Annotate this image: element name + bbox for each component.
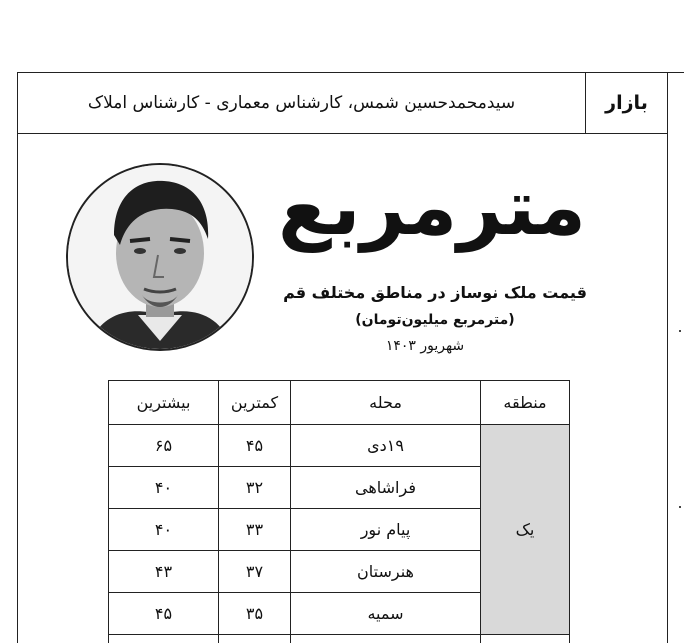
edge-mark [679,506,681,508]
min-price-cell: ۴۵ [219,425,291,467]
article-subtitle: قیمت ملک نوساز در مناطق مختلف قم [283,283,587,302]
neighborhood-cell: ۱۹دی [291,425,481,467]
edge-mark [679,330,681,332]
max-price-cell: ۴۳ [109,551,219,593]
max-price-cell: ۴۰ [109,467,219,509]
max-price-cell: ۶۵ [109,425,219,467]
price-table [108,380,570,643]
header-neighborhood: محله [291,381,481,425]
min-price-cell: ۳۲ [219,467,291,509]
max-price-cell: ۴۵ [109,593,219,635]
min-price-cell: ۳۷ [219,551,291,593]
frame-left-border [17,72,18,643]
min-price-cell: ۳۳ [219,509,291,551]
table-row [109,425,570,467]
max-price-cell: ۴۰ [109,509,219,551]
neighborhood-cell: سمیه [291,593,481,635]
neighborhood-cell: هنرستان [291,551,481,593]
column-masthead: مترمربع [277,163,587,253]
author-portrait [66,163,254,351]
min-price-cell: ۳۵ [219,593,291,635]
table-row-cut-off [109,635,570,643]
section-label: بازار [605,92,648,114]
region-cell: یک [481,425,570,635]
neighborhood-cell: فراشاهی [291,467,481,509]
price-unit: (مترمربع میلیون‌تومان) [355,312,515,328]
author-byline: سیدمحمدحسین شمس، کارشناس معماری - کارشناس املاک [87,93,516,113]
neighborhood-cell: پیام نور [291,509,481,551]
table-header-row [109,381,570,425]
article-date: شهریور ۱۴۰۳ [385,338,465,354]
frame-right-border [667,72,668,643]
header-max: بیشترین [109,381,219,425]
header-min: کمترین [219,381,291,425]
header-bottom-border [17,133,668,134]
header-region: منطقه [481,381,570,425]
